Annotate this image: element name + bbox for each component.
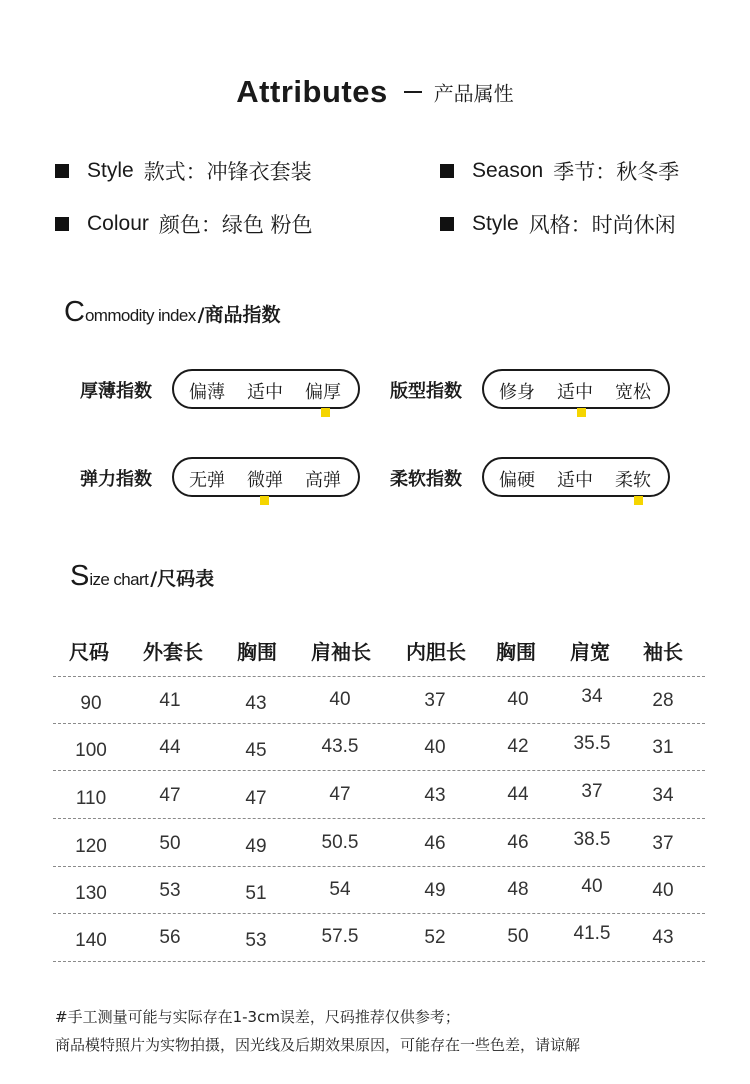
- table-cell: 54: [329, 879, 351, 900]
- row-divider: [53, 961, 705, 962]
- index-name-thickness: 厚薄指数: [80, 381, 152, 402]
- title-dash-divider: [404, 91, 422, 93]
- table-cell: 53: [159, 880, 181, 901]
- attribute-value: 季节：秋冬季: [553, 160, 680, 184]
- table-cell: 40: [329, 689, 351, 710]
- table-cell: 50: [159, 833, 181, 854]
- table-cell: 43: [245, 693, 267, 714]
- index-option: 宽松: [615, 382, 651, 403]
- table-cell: 43: [652, 927, 674, 948]
- column-header-sleeve-length: 袖长: [643, 640, 683, 664]
- table-cell: 31: [652, 737, 674, 758]
- index-option: 偏硬: [499, 470, 535, 491]
- attribute-colour: [55, 209, 313, 239]
- index-option: 无弹: [189, 470, 225, 491]
- selected-marker: [634, 496, 643, 505]
- row-divider: [53, 818, 705, 819]
- table-cell: 140: [75, 930, 107, 951]
- table-cell: 40: [424, 737, 446, 758]
- table-cell: 46: [507, 832, 529, 853]
- heading-initial: S: [70, 560, 90, 592]
- bullet-square-icon: [440, 217, 454, 231]
- index-name-softness: 柔软指数: [390, 469, 462, 490]
- index-option: 适中: [557, 470, 593, 491]
- row-divider: [53, 676, 705, 677]
- index-option: 偏厚: [305, 382, 341, 403]
- index-option: 修身: [499, 382, 535, 403]
- heading-rest: ommodity index: [84, 306, 196, 325]
- bullet-square-icon: [55, 164, 69, 178]
- table-cell: 37: [581, 781, 603, 802]
- color-difference-note: 商品模特照片为实物拍摄，因光线及后期效果原因，可能存在一些色差，请谅解: [55, 1036, 581, 1054]
- attribute-label: Season: [472, 159, 544, 182]
- column-header-chest: 胸围: [237, 640, 277, 664]
- column-header-liner-length: 内胆长: [406, 640, 466, 664]
- index-scale-softness: [482, 457, 670, 497]
- page-title: [0, 74, 750, 110]
- column-header-shoulder-width: 肩宽: [570, 640, 610, 664]
- index-option: 柔软: [615, 470, 651, 491]
- bullet-square-icon: [440, 164, 454, 178]
- table-cell: 46: [424, 833, 446, 854]
- table-cell: 47: [245, 788, 267, 809]
- column-header-liner-chest: 胸围: [496, 640, 536, 664]
- table-cell: 57.5: [321, 926, 359, 947]
- attribute-fashion-style: [440, 209, 676, 239]
- table-cell: 50.5: [321, 832, 359, 853]
- table-cell: 40: [507, 689, 529, 710]
- table-cell: 49: [245, 836, 267, 857]
- attribute-label: Colour: [87, 212, 149, 235]
- row-divider: [53, 723, 705, 724]
- commodity-index-heading: [64, 296, 281, 329]
- index-scale-fit: [482, 369, 670, 409]
- attribute-label: Style: [472, 212, 519, 235]
- size-chart-heading: [70, 560, 214, 593]
- table-cell: 34: [581, 686, 603, 707]
- table-cell: 51: [245, 883, 267, 904]
- heading-initial: C: [64, 296, 85, 328]
- table-cell: 48: [507, 879, 529, 900]
- column-header-size: 尺码: [69, 640, 109, 664]
- heading-chinese: /商品指数: [197, 304, 281, 326]
- index-name-elasticity: 弹力指数: [80, 469, 152, 490]
- index-option: 微弹: [247, 470, 283, 491]
- heading-chinese: /尺码表: [150, 568, 215, 590]
- title-english: Attributes: [236, 74, 388, 109]
- table-cell: 90: [80, 693, 102, 714]
- table-cell: 37: [652, 833, 674, 854]
- selected-marker: [260, 496, 269, 505]
- table-cell: 35.5: [573, 733, 611, 754]
- table-cell: 41: [159, 690, 181, 711]
- index-name-fit: 版型指数: [390, 381, 462, 402]
- index-option: 适中: [557, 382, 593, 403]
- selected-marker: [577, 408, 586, 417]
- attribute-style: [55, 156, 312, 186]
- index-option: 适中: [247, 382, 283, 403]
- attribute-label: Style: [87, 159, 134, 182]
- title-chinese: 产品属性: [433, 81, 514, 106]
- table-cell: 47: [329, 784, 351, 805]
- table-cell: 28: [652, 690, 674, 711]
- table-cell: 49: [424, 880, 446, 901]
- table-cell: 50: [507, 926, 529, 947]
- column-header-shoulder-sleeve: 肩袖长: [311, 640, 371, 664]
- table-cell: 37: [424, 690, 446, 711]
- measurement-note: #手工测量可能与实际存在1-3cm误差，尺码推荐仅供参考；: [55, 1008, 460, 1026]
- selected-marker: [321, 408, 330, 417]
- column-header-coat-length: 外套长: [143, 640, 203, 664]
- table-cell: 41.5: [573, 923, 611, 944]
- table-cell: 52: [424, 927, 446, 948]
- index-option: 偏薄: [189, 382, 225, 403]
- table-cell: 53: [245, 930, 267, 951]
- table-cell: 43.5: [321, 736, 359, 757]
- table-cell: 43: [424, 785, 446, 806]
- row-divider: [53, 770, 705, 771]
- bullet-square-icon: [55, 217, 69, 231]
- table-cell: 44: [507, 784, 529, 805]
- row-divider: [53, 913, 705, 914]
- table-cell: 44: [159, 737, 181, 758]
- index-scale-thickness: [172, 369, 360, 409]
- attribute-value: 颜色：绿色 粉色: [158, 213, 313, 237]
- table-cell: 56: [159, 927, 181, 948]
- table-cell: 110: [75, 788, 107, 809]
- heading-rest: ize chart: [89, 570, 149, 589]
- table-cell: 40: [652, 880, 674, 901]
- table-cell: 120: [75, 836, 107, 857]
- attribute-value: 风格：时尚休闲: [528, 213, 676, 237]
- table-cell: 42: [507, 736, 529, 757]
- index-option: 高弹: [305, 470, 341, 491]
- attribute-season: [440, 156, 679, 186]
- index-scale-elasticity: [172, 457, 360, 497]
- table-cell: 40: [581, 876, 603, 897]
- attribute-value: 款式：冲锋衣套装: [143, 160, 312, 184]
- table-cell: 45: [245, 740, 267, 761]
- table-cell: 100: [75, 740, 107, 761]
- row-divider: [53, 866, 705, 867]
- table-cell: 47: [159, 785, 181, 806]
- table-cell: 34: [652, 785, 674, 806]
- table-cell: 38.5: [573, 829, 611, 850]
- table-cell: 130: [75, 883, 107, 904]
